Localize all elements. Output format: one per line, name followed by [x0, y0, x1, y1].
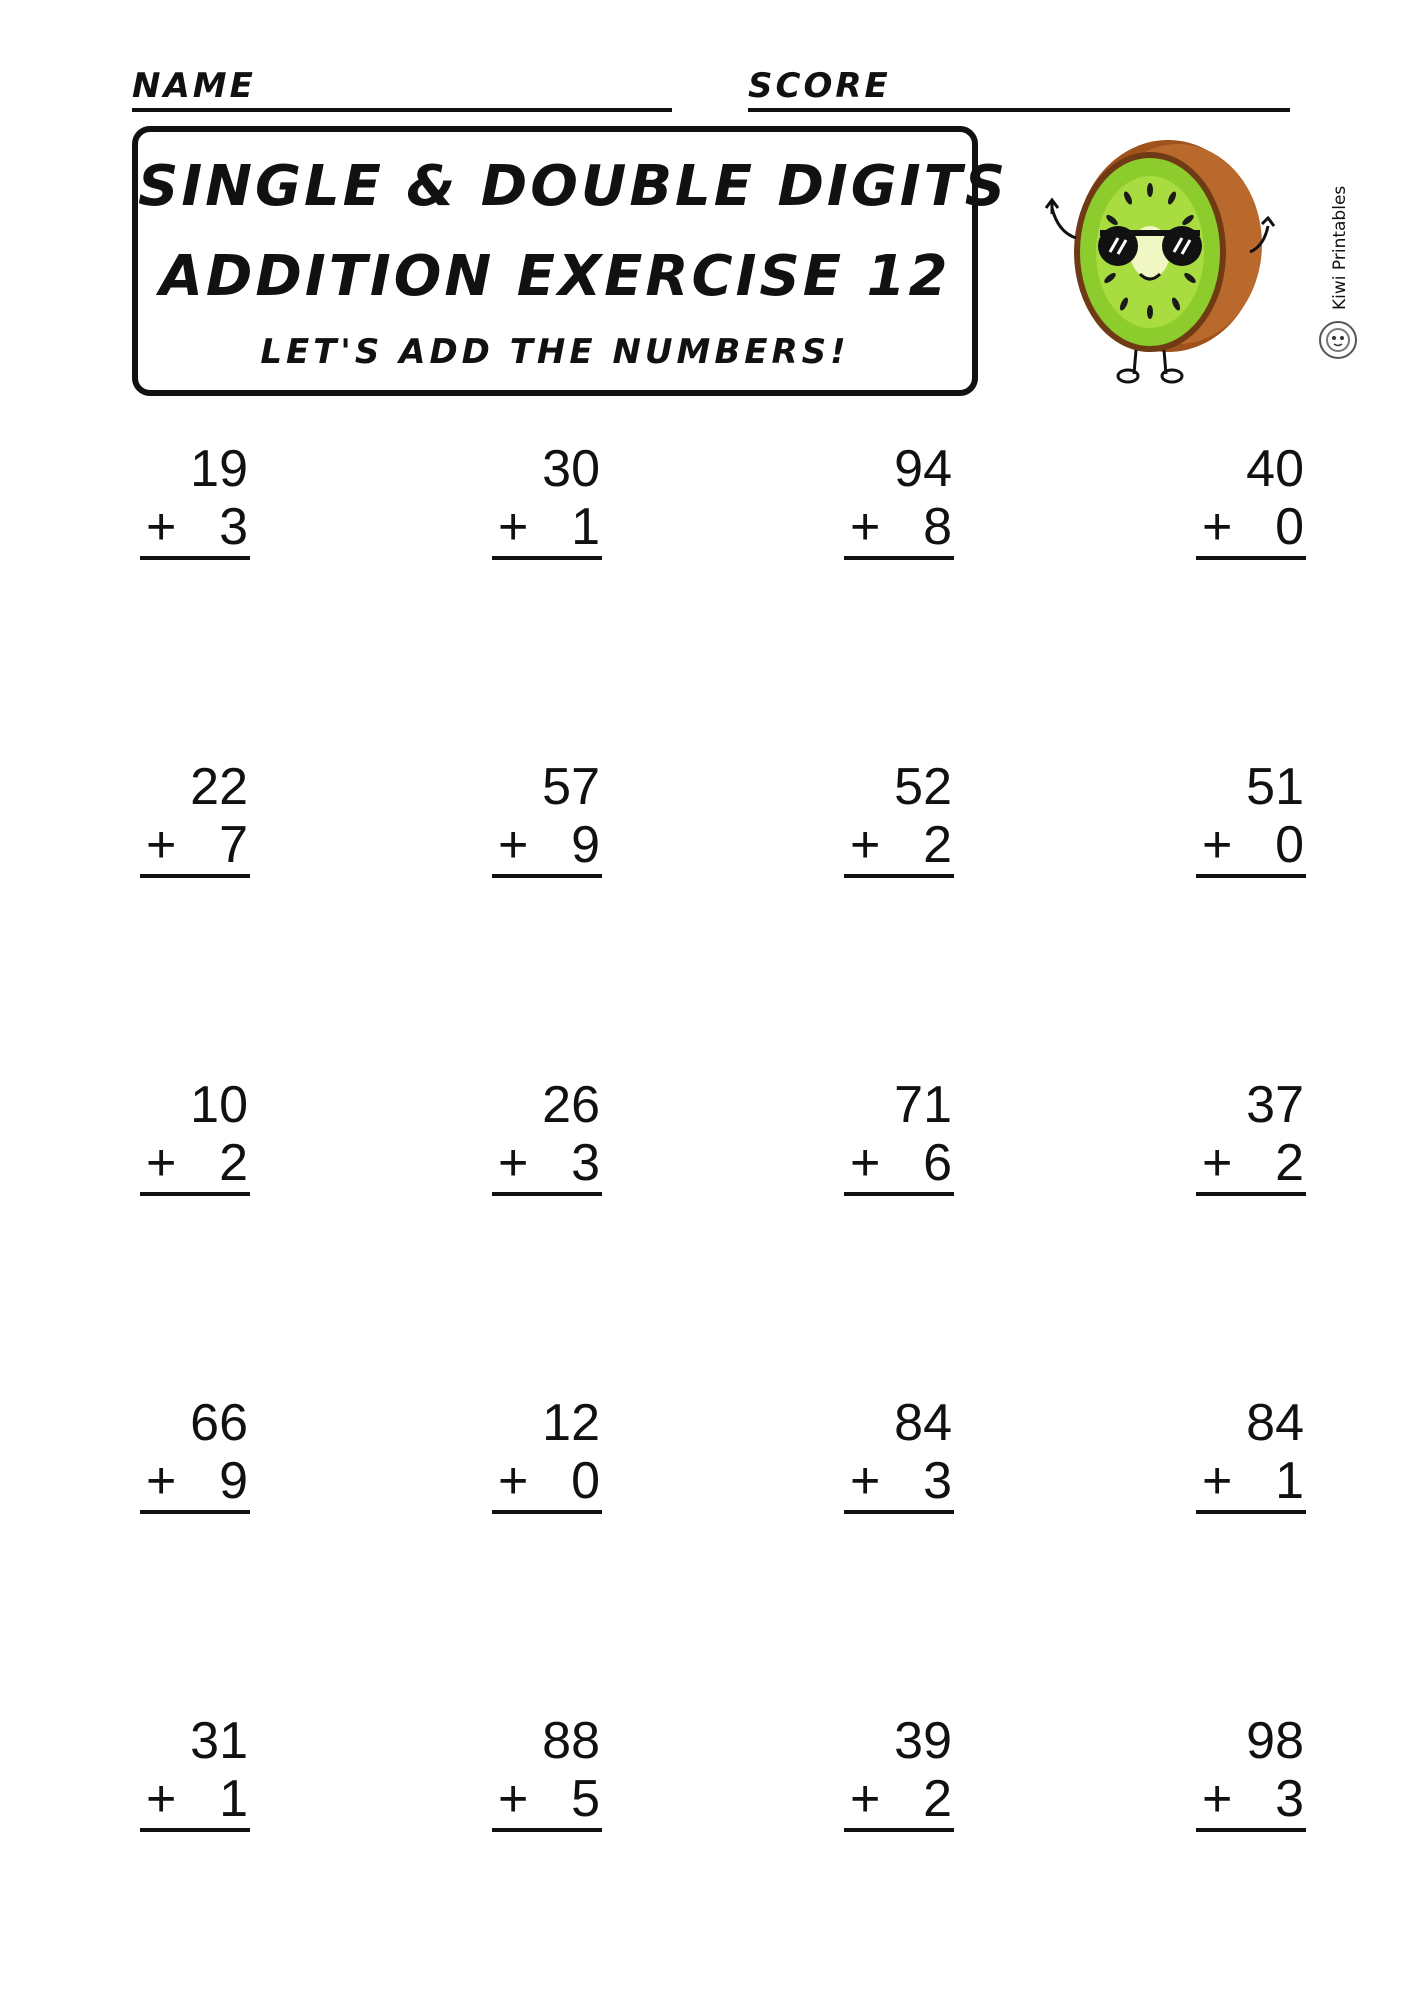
name-label: NAME	[132, 66, 256, 106]
problem-15	[844, 1394, 954, 1514]
brand	[1312, 160, 1372, 380]
addend-bottom-row	[844, 816, 954, 878]
addend-bottom: 3	[923, 1452, 952, 1510]
problem-3	[844, 440, 954, 560]
score-label: SCORE	[748, 66, 891, 106]
problem-19	[844, 1712, 954, 1832]
addend-top: 39	[894, 1712, 952, 1770]
addend-bottom-row	[140, 498, 250, 560]
addend-top: 52	[894, 758, 952, 816]
addend-bottom-row	[844, 1452, 954, 1514]
addend-bottom: 1	[219, 1770, 248, 1828]
problem-6	[492, 758, 602, 878]
addend-bottom: 7	[219, 816, 248, 874]
plus-sign: +	[850, 498, 881, 556]
addend-bottom: 5	[571, 1770, 600, 1828]
problem-5	[140, 758, 250, 878]
addend-top: 98	[1246, 1712, 1304, 1770]
addend-bottom-row	[140, 1134, 250, 1196]
addend-top: 12	[542, 1394, 600, 1452]
plus-sign: +	[1202, 498, 1233, 556]
addend-bottom: 3	[1275, 1770, 1304, 1828]
addend-bottom-row	[492, 1134, 602, 1196]
kiwi-mascot-icon	[1038, 128, 1284, 396]
problems-grid	[132, 440, 1304, 1860]
problem-13	[140, 1394, 250, 1514]
plus-sign: +	[498, 1134, 529, 1192]
addend-top: 22	[190, 758, 248, 816]
addend-top: 66	[190, 1394, 248, 1452]
problem-17	[140, 1712, 250, 1832]
plus-sign: +	[1202, 1134, 1233, 1192]
addend-top: 26	[542, 1076, 600, 1134]
brand-text: Kiwi Printables	[1330, 185, 1350, 310]
problem-10	[492, 1076, 602, 1196]
addend-top: 94	[894, 440, 952, 498]
addend-bottom: 2	[219, 1134, 248, 1192]
plus-sign: +	[498, 1770, 529, 1828]
problem-8	[1196, 758, 1306, 878]
addend-bottom: 2	[923, 816, 952, 874]
addend-bottom-row	[140, 1770, 250, 1832]
addend-top: 71	[894, 1076, 952, 1134]
addend-bottom-row	[492, 498, 602, 560]
addend-top: 30	[542, 440, 600, 498]
addend-bottom-row	[1196, 1452, 1306, 1514]
plus-sign: +	[850, 1770, 881, 1828]
addend-bottom-row	[492, 1452, 602, 1514]
plus-sign: +	[850, 1134, 881, 1192]
addend-bottom-row	[844, 498, 954, 560]
addend-top: 31	[190, 1712, 248, 1770]
addend-bottom: 8	[923, 498, 952, 556]
addend-bottom-row	[844, 1770, 954, 1832]
addend-top: 40	[1246, 440, 1304, 498]
addend-top: 19	[190, 440, 248, 498]
addend-bottom-row	[1196, 498, 1306, 560]
addend-bottom: 2	[1275, 1134, 1304, 1192]
problem-14	[492, 1394, 602, 1514]
addend-top: 84	[894, 1394, 952, 1452]
problem-2	[492, 440, 602, 560]
addend-bottom: 1	[571, 498, 600, 556]
addend-bottom: 1	[1275, 1452, 1304, 1510]
problem-11	[844, 1076, 954, 1196]
plus-sign: +	[146, 498, 177, 556]
addend-top: 51	[1246, 758, 1304, 816]
title-line-1: SINGLE & DOUBLE DIGITS	[138, 154, 1009, 219]
addend-bottom: 9	[219, 1452, 248, 1510]
addend-bottom-row	[1196, 1134, 1306, 1196]
title-subtitle: LET'S ADD THE NUMBERS!	[260, 332, 850, 372]
score-field[interactable]	[748, 56, 1290, 112]
addend-bottom: 3	[219, 498, 248, 556]
addend-bottom-row	[492, 1770, 602, 1832]
plus-sign: +	[146, 816, 177, 874]
addend-bottom: 3	[571, 1134, 600, 1192]
problem-4	[1196, 440, 1306, 560]
plus-sign: +	[850, 816, 881, 874]
plus-sign: +	[498, 816, 529, 874]
addend-top: 57	[542, 758, 600, 816]
addend-bottom-row	[140, 816, 250, 878]
addend-top: 10	[190, 1076, 248, 1134]
addend-bottom: 6	[923, 1134, 952, 1192]
addend-top: 84	[1246, 1394, 1304, 1452]
problem-9	[140, 1076, 250, 1196]
plus-sign: +	[1202, 1452, 1233, 1510]
addend-top: 88	[542, 1712, 600, 1770]
addend-bottom: 9	[571, 816, 600, 874]
problem-1	[140, 440, 250, 560]
addend-bottom-row	[1196, 816, 1306, 878]
plus-sign: +	[498, 498, 529, 556]
problem-7	[844, 758, 954, 878]
title-line-2: ADDITION EXERCISE 12	[159, 244, 951, 309]
plus-sign: +	[146, 1452, 177, 1510]
addend-bottom-row	[140, 1452, 250, 1514]
title-box	[132, 126, 1009, 396]
plus-sign: +	[1202, 1770, 1233, 1828]
addend-bottom-row	[844, 1134, 954, 1196]
plus-sign: +	[850, 1452, 881, 1510]
plus-sign: +	[1202, 816, 1233, 874]
addend-bottom-row	[492, 816, 602, 878]
plus-sign: +	[146, 1134, 177, 1192]
problem-18	[492, 1712, 602, 1832]
addend-bottom: 0	[571, 1452, 600, 1510]
name-field[interactable]	[132, 56, 672, 112]
addend-top: 37	[1246, 1076, 1304, 1134]
kiwi-printables-logo-icon	[1316, 318, 1360, 362]
addend-bottom: 2	[923, 1770, 952, 1828]
addend-bottom-row	[1196, 1770, 1306, 1832]
plus-sign: +	[498, 1452, 529, 1510]
addend-bottom: 0	[1275, 498, 1304, 556]
problem-20	[1196, 1712, 1306, 1832]
addend-bottom: 0	[1275, 816, 1304, 874]
plus-sign: +	[146, 1770, 177, 1828]
problem-12	[1196, 1076, 1306, 1196]
problem-16	[1196, 1394, 1306, 1514]
